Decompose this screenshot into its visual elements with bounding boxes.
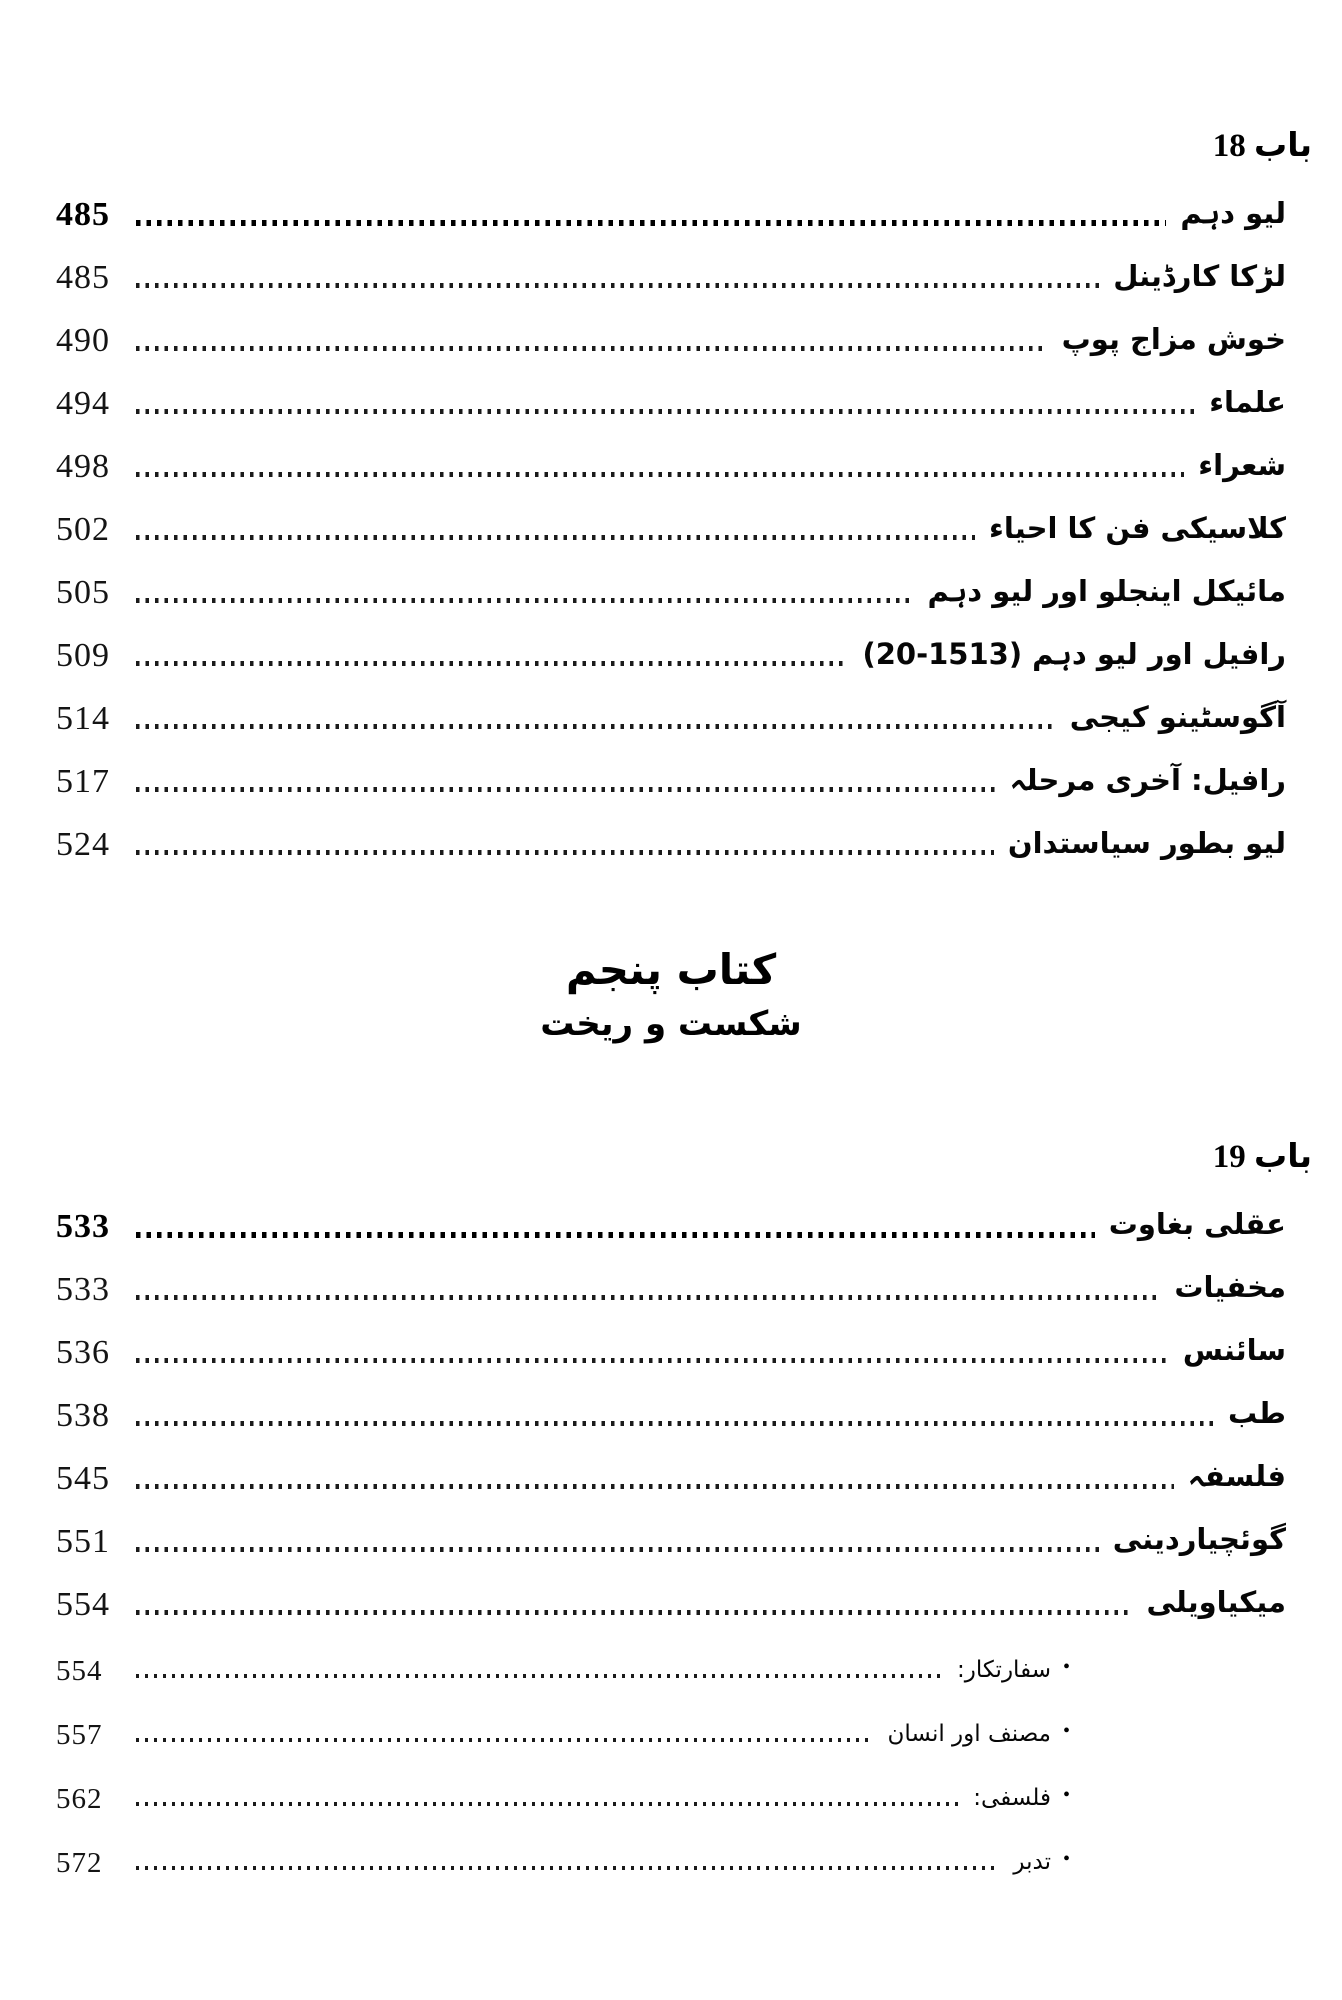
- chapter-19-heading: باب 19: [1212, 1139, 1312, 1176]
- toc-page-number: 498: [56, 448, 110, 486]
- toc-entry-row: [56, 368, 1286, 431]
- bullet-icon: •: [1062, 1719, 1070, 1742]
- toc-entry-title: فلسفہ: [1187, 1458, 1286, 1493]
- dot-leader: [136, 850, 994, 855]
- toc-entry-row: [56, 1191, 1286, 1254]
- toc-entry-title: رافیل اور لیو دہم (1513-20): [862, 636, 1286, 671]
- toc-subentry-row: [56, 1824, 1286, 1888]
- toc-entry-title: خوش مزاج پوپ: [1061, 321, 1286, 356]
- dot-leader: [136, 661, 848, 666]
- toc-entry-row: [56, 179, 1286, 242]
- toc-entry-title: مصنف اور انسان: [887, 1720, 1051, 1747]
- toc-page-number: 494: [56, 385, 110, 423]
- toc-entry-title: علماء: [1209, 384, 1286, 419]
- book-part-divider: [56, 944, 1286, 1045]
- dot-leader: [136, 1232, 1095, 1238]
- dot-leader: [136, 1358, 1169, 1363]
- toc-subentry-row: [56, 1760, 1286, 1824]
- book-part-title: کتاب پنجم: [565, 945, 777, 995]
- toc-entry-title: رافیل: آخری مرحلہ: [1009, 762, 1286, 797]
- toc-page-number: 517: [56, 763, 110, 801]
- toc-page-number: 551: [56, 1522, 110, 1560]
- toc-entry-title: گوئچیاردینی: [1112, 1521, 1286, 1556]
- toc-entry-row: [56, 620, 1286, 683]
- toc-entry-row: [56, 1317, 1286, 1380]
- toc-page-number: 502: [56, 511, 110, 549]
- toc-entry-title: آگوسٹینو کیجی: [1069, 699, 1286, 734]
- toc-page-number: 514: [56, 700, 110, 738]
- toc-entry-title: فلسفی:: [973, 1784, 1051, 1811]
- toc-entry-title: سفارتکار:: [956, 1656, 1051, 1683]
- toc-entry-row: [56, 305, 1286, 368]
- dot-leader: [136, 220, 1166, 226]
- toc-entry-row: [56, 1443, 1286, 1506]
- toc-entry-title: کلاسیکی فن کا احیاء: [989, 510, 1286, 545]
- dot-leader: [136, 1547, 1099, 1552]
- dot-leader: [136, 346, 1048, 351]
- toc-subentry-row: [56, 1696, 1286, 1760]
- dot-leader: [136, 724, 1056, 729]
- chapter-18-entries: [56, 179, 1286, 872]
- toc-entry-row: [56, 242, 1286, 305]
- toc-subentry-row: [56, 1632, 1286, 1696]
- dot-leader: [136, 1421, 1214, 1426]
- bullet-icon: •: [1062, 1783, 1070, 1806]
- dot-leader: [136, 283, 1099, 288]
- toc-entry-title: لڑکا کارڈینل: [1113, 258, 1286, 293]
- toc-entry-row: [56, 431, 1286, 494]
- toc-page-number: 505: [56, 574, 110, 612]
- toc-page-number: 533: [56, 1207, 110, 1245]
- toc-entry-row: [56, 1254, 1286, 1317]
- dot-leader: [136, 1484, 1174, 1489]
- toc-entry-row: [56, 746, 1286, 809]
- toc-entry-title: تدبر: [1013, 1848, 1051, 1875]
- toc-entry-title: لیو دہم: [1180, 195, 1286, 230]
- toc-entry-title: شعراء: [1198, 447, 1286, 482]
- toc-entry-title: مخفیات: [1174, 1269, 1286, 1304]
- toc-page-number: 554: [56, 1654, 103, 1687]
- dot-leader: [136, 1802, 959, 1806]
- toc-entry-title: عقلی بغاوت: [1108, 1206, 1286, 1241]
- toc-entry-row: [56, 1506, 1286, 1569]
- toc-page-number: 524: [56, 826, 110, 864]
- toc-entry-title: طب: [1227, 1395, 1286, 1430]
- dot-leader: [136, 535, 975, 540]
- toc-entry-row: [56, 557, 1286, 620]
- toc-page-number: 557: [56, 1718, 103, 1751]
- toc-entry-title: مائیکل اینجلو اور لیو دہم: [927, 573, 1286, 608]
- toc-page-number: 490: [56, 322, 110, 360]
- dot-leader: [136, 1674, 943, 1678]
- toc-page-number: 538: [56, 1396, 110, 1434]
- toc-page-number: 554: [56, 1585, 110, 1623]
- dot-leader: [136, 472, 1184, 477]
- toc-page-number: 572: [56, 1846, 103, 1879]
- toc-page-number: 485: [56, 259, 110, 297]
- toc-page-number: 536: [56, 1333, 110, 1371]
- dot-leader: [136, 598, 914, 603]
- toc-entry-row: [56, 1380, 1286, 1443]
- toc-entry-row: [56, 1569, 1286, 1632]
- dot-leader: [136, 1738, 874, 1742]
- toc-entry-title: لیو بطور سیاستدان: [1007, 825, 1286, 860]
- toc-entry-row: [56, 683, 1286, 746]
- toc-entry-row: [56, 809, 1286, 872]
- toc-entry-row: [56, 494, 1286, 557]
- dot-leader: [136, 1295, 1160, 1300]
- toc-page-number: 545: [56, 1459, 110, 1497]
- toc-page-number: 485: [56, 196, 110, 234]
- toc-page-number: 533: [56, 1270, 110, 1308]
- book-part-subtitle: شکست و ریخت: [540, 1003, 802, 1044]
- dot-leader: [136, 1610, 1133, 1615]
- bullet-icon: •: [1062, 1655, 1070, 1678]
- toc-entry-title: سائنس: [1182, 1332, 1286, 1367]
- toc-page-number: 562: [56, 1782, 103, 1815]
- dot-leader: [136, 409, 1195, 414]
- toc-entry-title: میکیاویلی: [1146, 1584, 1286, 1619]
- chapter-19-entries: [56, 1191, 1286, 1888]
- bullet-icon: •: [1062, 1847, 1070, 1870]
- dot-leader: [136, 787, 996, 792]
- dot-leader: [136, 1866, 999, 1870]
- toc-page-number: 509: [56, 637, 110, 675]
- chapter-18-heading: باب 18: [1212, 128, 1312, 164]
